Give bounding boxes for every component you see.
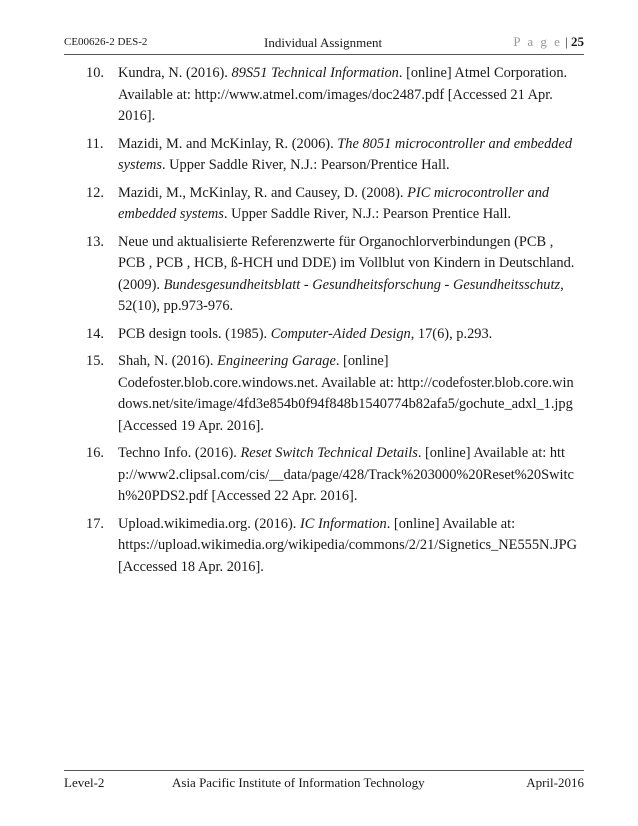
reference-item <box>86 134 576 177</box>
reference-text <box>118 183 576 226</box>
reference-segment: [Accessed 19 Apr. 2016]. <box>118 417 264 434</box>
reference-title: The 8051 microcontroller and embedded systems <box>118 135 573 173</box>
reference-segment: . [online] Codefoster.blob.core.windows.net. Available at: <box>118 353 398 391</box>
reference-segment: Kundra, N. (2016). <box>118 65 232 81</box>
reference-item <box>86 351 576 437</box>
reference-number: 17. <box>86 515 104 532</box>
reference-number: 12. <box>86 184 104 201</box>
reference-segment: , 52(10), pp.973-976. <box>118 276 564 314</box>
reference-text <box>118 324 576 346</box>
reference-text <box>118 63 576 128</box>
reference-item <box>86 443 576 508</box>
reference-segment: . [online] Available at: <box>417 445 550 461</box>
page-header <box>64 34 584 55</box>
reference-segment: . [online] Atmel Corporation. Available at: http://www.atmel.com/images/doc2487.pdf [Accessed 21 Apr. 2016]. <box>118 65 568 124</box>
reference-number: 13. <box>86 233 104 250</box>
reference-text <box>118 514 576 579</box>
reference-segment: PCB design tools. (1985). <box>118 325 271 342</box>
footer-date: April-2016 <box>526 775 584 790</box>
reference-segment: Techno Info. (2016). <box>118 445 241 461</box>
reference-title: Bundesgesundheitsblatt - Gesundheitsforschung - Gesundheitsschutz <box>163 276 561 293</box>
reference-item <box>86 514 576 579</box>
reference-item <box>86 324 576 346</box>
reference-segment: , 17(6), p.293. <box>410 325 493 342</box>
reference-number: 11. <box>86 135 104 152</box>
reference-number: 15. <box>86 353 104 369</box>
footer-level: Level-2 <box>64 775 105 790</box>
page-number: 25 <box>571 34 584 49</box>
reference-title: Engineering Garage <box>217 353 336 369</box>
reference-segment: Upload.wikimedia.org. (2016). <box>118 515 300 532</box>
reference-item <box>86 232 576 318</box>
reference-title: Reset Switch Technical Details <box>240 445 418 461</box>
reference-text <box>118 443 576 508</box>
reference-item <box>86 183 576 226</box>
page-separator: | <box>561 34 571 49</box>
header-title: Individual Assignment <box>264 35 383 50</box>
reference-title: IC Information <box>299 515 387 532</box>
reference-number: 14. <box>86 325 104 342</box>
reference-segment: Mazidi, M., McKinlay, R. and Causey, D. (2008). <box>118 184 408 201</box>
page-footer <box>64 770 584 790</box>
reference-segment: . [online] Available at: https://upload.wikimedia.org/wikipedia/commons/2/21/Signetics_NE555N.JPG [Accessed 18 Apr. 2016]. <box>118 515 578 575</box>
reference-item <box>86 63 576 128</box>
reference-text <box>118 232 576 318</box>
reference-title: PIC microcontroller and embedded systems <box>118 184 550 222</box>
reference-title: Computer-Aided Design <box>270 325 411 342</box>
reference-segment: . Upper Saddle River, N.J.: Pearson/Prentice Hall. <box>161 157 450 173</box>
course-code: CE00626-2 DES-2 <box>64 36 148 48</box>
reference-text <box>118 351 576 437</box>
reference-segment: Neue und aktualisierte Referenzwerte für Organochlorverbindungen (PCB , PCB , PCB , HCB, ß-HCH und DDE) im Vollblut von Kindern in Deutschland. (2009). <box>118 233 575 293</box>
reference-url: http://codefoster.blob.core.windows.net/site/image/4fd3e854b0f94f848b1540774b82afa5/gochute_adxl_1.jpg <box>118 374 574 412</box>
reference-segment: [Accessed 22 Apr. 2016]. <box>207 488 358 504</box>
reference-number: 10. <box>86 65 104 81</box>
reference-title: 89S51 Technical Information <box>231 65 399 81</box>
reference-url: http://www2.clipsal.com/cis/__data/page/428/Track%203000%20Reset%20Switch%20PDS2.pdf <box>118 445 574 504</box>
reference-segment: . Upper Saddle River, N.J.: Pearson Prentice Hall. <box>223 206 512 222</box>
footer-institution: Asia Pacific Institute of Information Technology <box>172 775 425 790</box>
page-label: P a g e <box>513 34 562 49</box>
reference-segment: Mazidi, M. and McKinlay, R. (2006). <box>118 135 338 152</box>
reference-number: 16. <box>86 445 104 461</box>
reference-segment: Shah, N. (2016). <box>118 353 218 369</box>
page-indicator <box>513 34 584 50</box>
reference-text <box>118 134 576 177</box>
reference-list <box>86 63 576 584</box>
